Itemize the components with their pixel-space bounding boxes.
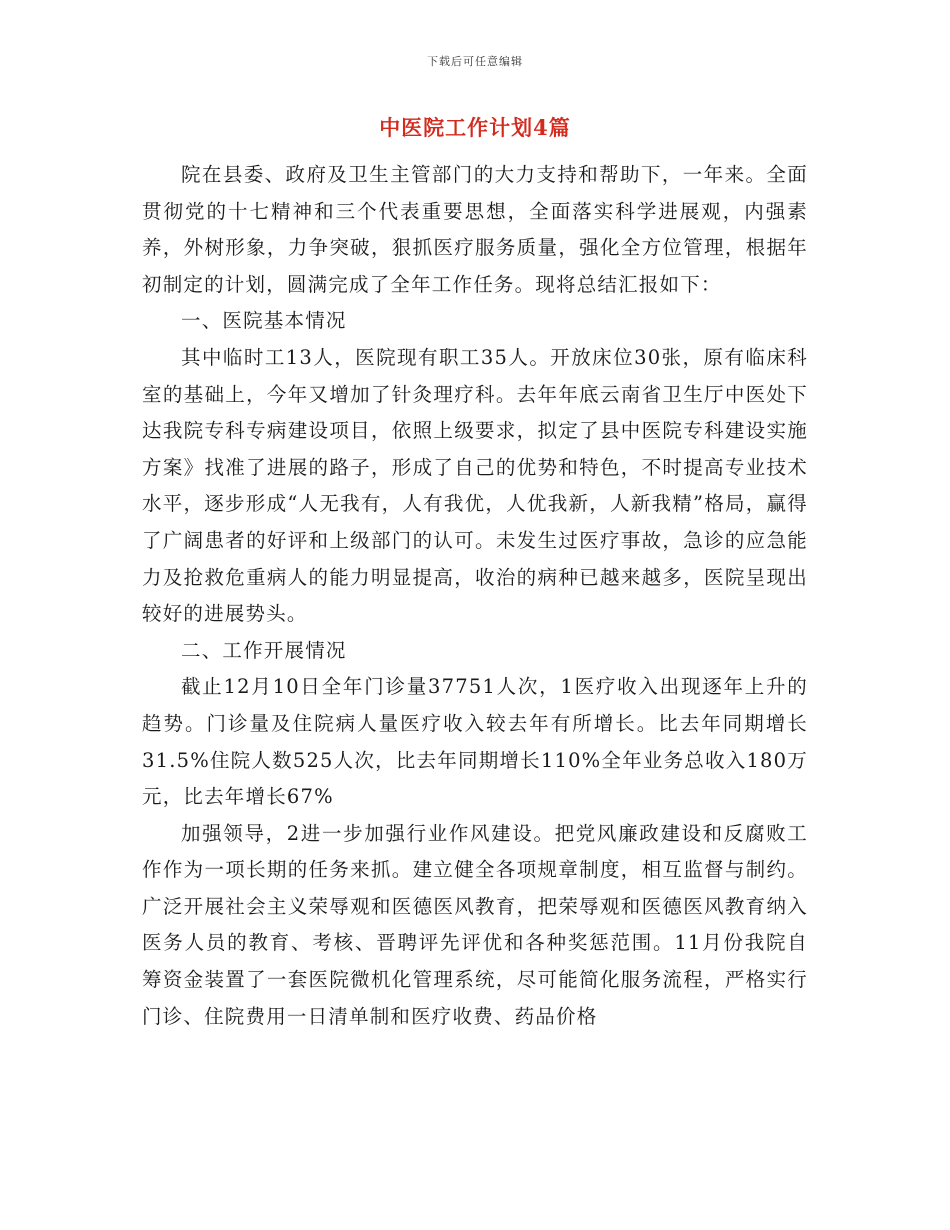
paragraph-statistics: 截止12月10日全年门诊量37751人次，1医疗收入出现逐年上升的趋势。门诊量及住院病人量医疗收入较去年有所增长。比去年同期增长31.5%住院人数525人次，比去年同期增长110%全年业务总收入180万元，比去年增长67% [142,675,808,809]
paragraph-intro: 院在县委、政府及卫生主管部门的大力支持和帮助下，一年来。全面贯彻党的十七精神和三个代表重要思想，全面落实科学进展观，内强素养，外树形象，力争突破，狠抓医疗服务质量，强化全方位管理，根据年初制定的计划，圆满完成了全年工作任务。现将总结汇报如下： [142,163,808,296]
section-heading-work-progress: 二、工作开展情况 [181,638,347,662]
section-heading-basic-info: 一、医院基本情况 [181,309,347,333]
header-note: 下载后可任意编辑 [427,55,523,68]
paragraph-basic-info: 其中临时工13人，医院现有职工35人。开放床位30张，原有临床科室的基础上，今年又增加了针灸理疗科。去年年底云南省卫生厅中医处下达我院专科专病建设项目，依照上级要求，拟定了县中医院专科建设实施方案》找准了进展的路子，形成了自己的优势和特色，不时提高专业技术水平，逐步形成“人无我有，人有我优，人优我新，人新我精”格局，赢得了广阔患者的好评和上级部门的认可。未发生过医疗事故，急诊的应急能力及抢救危重病人的能力明显提高，收治的病种已越来越多，医院呈现出较好的进展势头。 [142,345,808,626]
document-title: 中医院工作计划4篇 [379,115,571,140]
document-body [142,157,808,1035]
paragraph-leadership: 加强领导，2进一步加强行业作风建设。把党风廉政建设和反腐败工作作为一项长期的任务来抓。建立健全各项规章制度，相互监督与制约。广泛开展社会主义荣辱观和医德医风教育，把荣辱观和医德医风教育纳入医务人员的教育、考核、晋聘评先评优和各种奖惩范围。11月份我院自筹资金装置了一套医院微机化管理系统，尽可能简化服务流程，严格实行门诊、住院费用一日清单制和医疗收费、药品价格 [142,821,808,1028]
